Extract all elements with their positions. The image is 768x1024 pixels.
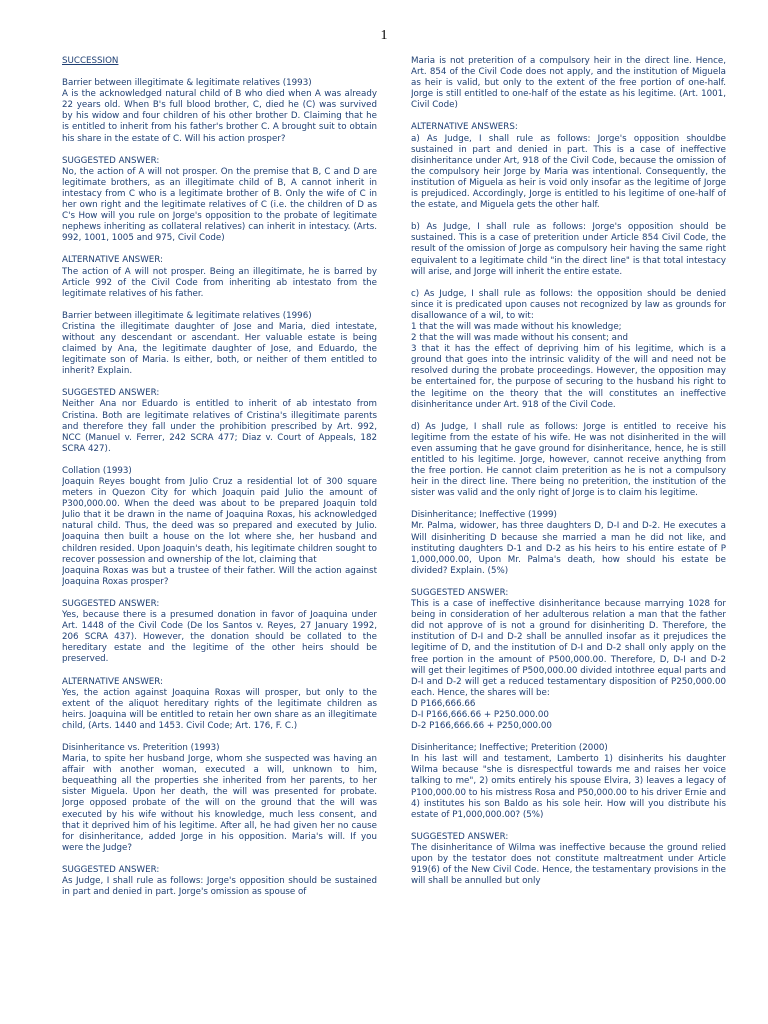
share-d: D P166,666.66: [411, 698, 476, 709]
question-text: Joaquin Reyes bought from Julio Cruz a residential lot of 300 square meters in Quezon City for which Joaquin paid Julio the amount of P300,000.00. When the deed was about to be prepared Joaquin told Julio that it be drawn in the name of Joaquina Roxas, his acknowledged natural child. Thus, the deed was so prepared and executed by Julio. Joaquina then built a house on the lot where she, her husband and children resided. Upon Joaquin's death, his legitimate children sought to recover possession and ownership of the lot, claiming that: [62, 477, 377, 565]
alternative-answer-a: a) As Judge, I shall rule as follows: Jorge's opposition shouldbe sustained in part and denied in part. This is a case of ineffective disinheritance under Art, 918 of the Civil Code, because the omission of the compulsory heir Jorge by Maria was intentional. Consequently, the institution of Miguela as heir is void only insofar as the legitime of Jorge is prejudiced. Accordingly, Jorge is entitled to his legitime of one-half of the estate, and Miguela gets the other half.: [411, 133, 726, 211]
answer-heading: SUGGESTED ANSWER:: [411, 587, 509, 598]
answer-text: The disinheritance of Wilma was ineffective because the ground relied upon by the testator does not constitute maltreatment under Article 919(6) of the New Civil Code. Hence, the testamentary provisions in the will shall be annulled but only: [411, 842, 726, 887]
alternative-answer-c-intro: c) As Judge, I shall rule as follows: the opposition should be denied since it is predicated upon causes not recognized by law as grounds for disallowance of a wil, to wit:: [411, 288, 726, 321]
alternative-answer-heading: ALTERNATIVE ANSWER:: [62, 255, 163, 266]
section-heading: Disinheritance; Ineffective; Preterition (2000): [411, 743, 608, 754]
answer-text: As Judge, I shall rule as follows: Jorge's opposition should be sustained in part and denied in part. Jorge's omission as spouse of: [62, 876, 377, 898]
question-text: In his last will and testament, Lamberto 1) disinherits his daughter Wilma because "she is disrespectful towards me and raises her voice talking to me", 2) omits entirely his spouse Elvira, 3) leaves a legacy of P100,000.00 to his mistress Rosa and P50,000.00 to his driver Ernie and 4) institutes his son Baldo as his sole heir. How will you distribute his estate of P1,000,000.00? (5%): [411, 754, 726, 820]
section-heading: Barrier between illegitimate & legitimate relatives (1993): [62, 78, 312, 89]
answer-text-continued: Maria is not preterition of a compulsory heir in the direct line. Hence, Art. 854 of the Civil Code does not apply, and the institution of Miguela as heir is valid, but only to the extent of the free portion of one-half. Jorge is still entitled to one-half of the estate as his legitime. (Art. 1001, Civil Code): [411, 56, 726, 111]
section-heading: Collation (1993): [62, 465, 132, 476]
alternative-answer-text: Yes, the action against Joaquina Roxas will prosper, but only to the extent of the aliquot hereditary rights of the legitimate children as heirs. Joaquina will be entitled to retain her own share as an illegitimate child, (Arts. 1440 and 1453. Civil Code; Art. 176, F. C.): [62, 687, 377, 731]
answer-heading: SUGGESTED ANSWER:: [62, 388, 160, 399]
alternative-answer-c-item-1: 1 that the will was made without his knowledge;: [411, 321, 622, 332]
alternative-answer-c-item-3: 3 that it has the effect of depriving him of his legitime, which is a ground that goes into the intrinsic validity of the will and need not be resolved during the probate proceedings. However, the opposition may be entertained for, the purpose of securing to the husband his right to the legitime on the theory that the will constitutes an ineffective disinheritance under Art. 918 of the Civil Code.: [411, 344, 726, 410]
share-d-1: D-I P166,666.66 + P250.000.00: [411, 709, 549, 720]
alternative-answer-d: d) As Judge, I shall rule as follows: Jorge is entitled to receive his legitime from the estate of his wife. He was not disinherited in the will even assuming that he gave ground for disinheritance, hence, he is still entitled to his legitime. Jorge, however, cannot receive anything from the free portion. He cannot claim preterition as he is not a compulsory heir in the direct line. There being no preterition, the institution of the sister was valid and the only right of Jorge is to claim his legitime.: [411, 421, 726, 499]
alternative-answer-heading: ALTERNATIVE ANSWER:: [62, 676, 163, 687]
section-heading: Disinheritance vs. Preterition (1993): [62, 742, 220, 753]
question-text: Maria, to spite her husband Jorge, whom she suspected was having an affair with another woman, executed a will, unknown to him, bequeathing all the properties she inherited from her parents, to her sister Miguela. Upon her death, the will was presented for probate. Jorge opposed probate of the will on the ground that the will was executed by his wife without his knowledge, much less consent, and that it deprived him of his legitime. After all, he had given her no cause for disinheritance, added Jorge in his opposition. Maria's will. If you were the Judge?: [62, 754, 377, 853]
alternative-answer-b: b) As Judge, I shall rule as follows: Jorge's opposition should be sustained. This is a case of preterition under Article 854 Civil Code, the result of the omission of Jorge as compulsory heir having the same right equivalent to a legitimate child "in the direct line" is that total intestacy will arise, and Jorge will inherit the entire estate.: [411, 222, 726, 277]
page-number: 1: [380, 28, 388, 43]
section-heading: Barrier between illegitimate & legitimate relatives (1996): [62, 310, 312, 321]
alternative-answer-text: The action of A will not prosper. Being an illegitimate, he is barred by Article 992 of the Civil Code from inheriting ab intestato from the legitimate relatives of his father.: [62, 266, 377, 299]
document-title: SUCCESSION: [62, 56, 119, 66]
answer-text: Yes, because there is a presumed donation in favor of Joaquina under Art. 1448 of the Civil Code (De los Santos v. Reyes, 27 January 1992, 206 SCRA 437). However, the donation should be collated to the hereditary estate and the legitime of the other heirs should be preserved.: [62, 610, 377, 665]
question-text: Cristina the illegitimate daughter of Jose and Maria, died intestate, without any descendant or ascendant. Her valuable estate is being claimed by Ana, the legitimate daughter of Jose, and Eduardo, the legitimate son of Maria. Is either, both, or neither of them entitled to inherit? Explain.: [62, 321, 377, 377]
answer-heading: SUGGESTED ANSWER:: [62, 155, 160, 166]
share-d-2: D-2 P166,666.66 + P250,000.00: [411, 721, 552, 732]
answer-heading: SUGGESTED ANSWER:: [411, 831, 509, 842]
right-column: [411, 56, 726, 1024]
question-text: A is the acknowledged natural child of B who died when A was already 22 years old. When B's full blood brother, C, died he (C) was survived by his widow and four children of his other brother D. Claiming that he is entitled to inherit from his father's brother C. A brought suit to obtain his share in the estate of C. Will his action prosper?: [62, 89, 377, 144]
answer-heading: SUGGESTED ANSWER:: [62, 864, 160, 875]
answer-text: This is a case of ineffective disinheritance because marrying 1028 for being in consideration of her adulterous relation a man that the father did not approve of is not a ground for disinheriting D. Therefore, the institution of D-I and D-2 shall be annulled insofar as it prejudices the legitime of D, and the institution of D-I and D-2 shall only apply on the free portion in the amount of P500,000.00. Therefore, D, D-I and D-2 will get their legitimes of P500,000.00 divided intothree equal parts and D-I and D-2 will get a reduced testamentary disposition of P250,000.00 each. Hence, the shares will be:: [411, 599, 726, 698]
alternative-answer-c-item-2: 2 that the will was made without his consent; and: [411, 333, 628, 344]
answer-heading: SUGGESTED ANSWER:: [62, 598, 160, 609]
section-heading: Disinheritance; Ineffective (1999): [411, 510, 557, 521]
alternative-answers-heading: ALTERNATIVE ANSWERS:: [411, 122, 518, 133]
answer-text: No, the action of A will not prosper. On the premise that B, C and D are legitimate brothers, as an illegitimate child of B, A cannot inherit in intestacy from C who is a legitimate brother of B. Only the wife of C in her own right and the legitimate relatives of C (i.e. the children of D as C's How will you rule on Jorge's opposition to the probate of legitimate nephews inheriting as collateral relatives) can inherit in intestacy. (Arts. 992, 1001, 1005 and 975, Civil Code): [62, 166, 377, 244]
question-text-continued: Joaquina Roxas was but a trustee of their father. Will the action against Joaquina Roxas prosper?: [62, 565, 377, 587]
question-text: Mr. Palma, widower, has three daughters D, D-I and D-2. He executes a Will disinheriting D because she married a man he did not like, and instituting daughters D-1 and D-2 as his heirs to his entire estate of P 1,000,000.00, Upon Mr. Palma's death, how should his estate be divided? Explain. (5%): [411, 521, 726, 576]
answer-text: Neither Ana nor Eduardo is entitled to inherit of ab intestato from Cristina. Both are legitimate relatives of Cristina's illegitimate parents and therefore they fall under the prohibition prescribed by Art. 992, NCC (Manuel v. Ferrer, 242 SCRA 477; Diaz v. Court of Appeals, 182 SCRA 427).: [62, 399, 377, 454]
left-column: [62, 56, 377, 1024]
